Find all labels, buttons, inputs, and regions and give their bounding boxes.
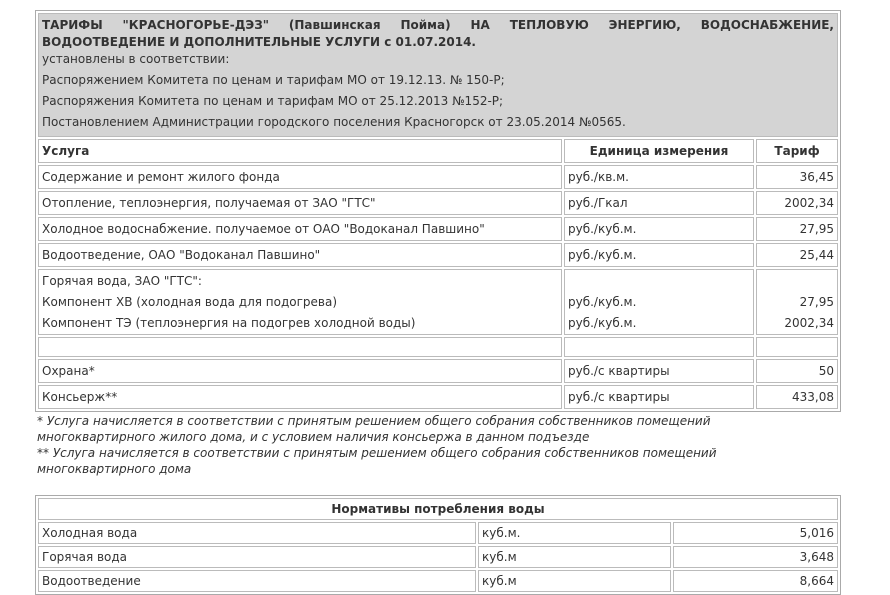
service-unit: руб./с квартиры <box>564 385 754 409</box>
hot-water-services <box>38 269 562 335</box>
table-row <box>38 243 838 267</box>
service-name: Холодное водоснабжение. получаемое от ОАО "Водоканал Павшино" <box>38 217 562 241</box>
hot-water-title: Горячая вода, ЗАО "ГТС": <box>42 274 202 288</box>
norm-value: 5,016 <box>673 522 838 544</box>
water-norms-table <box>35 495 841 595</box>
hot-water-component-cold-unit: руб./куб.м. <box>568 295 637 309</box>
norm-name: Горячая вода <box>38 546 476 568</box>
footnote-concierge-line-2: многоквартирного дома <box>37 462 192 476</box>
table-row <box>38 191 838 215</box>
header-cell <box>38 13 838 137</box>
column-header-price: Тариф <box>756 139 838 163</box>
service-name: Консьерж** <box>38 385 562 409</box>
table-row <box>38 546 838 568</box>
service-price: 2002,34 <box>756 191 838 215</box>
header-line-order-150: Распоряжением Комитета по ценам и тарифам МО от 19.12.13. № 150-Р; <box>42 73 505 87</box>
table-row <box>38 359 838 383</box>
norm-name: Холодная вода <box>38 522 476 544</box>
service-name: Отопление, теплоэнергия, получаемая от ЗАО "ГТС" <box>38 191 562 215</box>
service-price: 25,44 <box>756 243 838 267</box>
service-price: 36,45 <box>756 165 838 189</box>
service-unit: руб./куб.м. <box>564 217 754 241</box>
hot-water-prices <box>756 269 838 335</box>
norms-title: Нормативы потребления воды <box>38 498 838 520</box>
footnotes <box>37 413 841 477</box>
hot-water-component-heat-unit: руб./куб.м. <box>568 316 637 330</box>
service-name: Охрана* <box>38 359 562 383</box>
tariffs-document <box>35 10 841 595</box>
column-header-service: Услуга <box>38 139 562 163</box>
hot-water-component-heat: Компонент ТЭ (теплоэнергия на подогрев холодной воды) <box>42 316 416 330</box>
table-row <box>38 522 838 544</box>
tariffs-table <box>35 10 841 412</box>
empty-row <box>38 337 838 357</box>
empty-cell <box>756 337 838 357</box>
norm-name: Водоотведение <box>38 570 476 592</box>
column-header-row <box>38 139 838 163</box>
service-name: Содержание и ремонт жилого фонда <box>38 165 562 189</box>
table-row <box>38 217 838 241</box>
norms-title-row <box>38 498 838 520</box>
header-line-order-152: Распоряжения Комитета по ценам и тарифам МО от 25.12.2013 №152-Р; <box>42 94 504 108</box>
header-row <box>38 13 838 137</box>
service-unit: руб./с квартиры <box>564 359 754 383</box>
table-row <box>38 385 838 409</box>
norm-value: 8,664 <box>673 570 838 592</box>
hot-water-row <box>38 269 838 335</box>
service-unit: руб./Гкал <box>564 191 754 215</box>
norm-value: 3,648 <box>673 546 838 568</box>
footnote-security-line-1: * Услуга начисляется в соответствии с принятым решением общего собрания собственников помещений <box>37 414 711 428</box>
service-unit: руб./куб.м. <box>564 243 754 267</box>
norm-unit: куб.м. <box>478 522 671 544</box>
service-price: 433,08 <box>756 385 838 409</box>
header-line-resolution: Постановлением Администрации городского поселения Красногорск от 23.05.2014 №0565. <box>42 115 626 129</box>
column-header-unit: Единица измерения <box>564 139 754 163</box>
footnote-concierge-line-1: ** Услуга начисляется в соответствии с принятым решением общего собрания собственников помещений <box>37 446 717 460</box>
hot-water-component-cold-price: 27,95 <box>799 295 834 309</box>
header-line-basis: установлены в соответствии: <box>42 52 230 66</box>
hot-water-component-heat-price: 2002,34 <box>784 316 834 330</box>
footnote-security-line-2: многоквартирного жилого дома, и с условием наличия консьержа в данном подъезде <box>37 430 590 444</box>
hot-water-units <box>564 269 754 335</box>
norm-unit: куб.м <box>478 546 671 568</box>
table-row <box>38 165 838 189</box>
service-unit: руб./кв.м. <box>564 165 754 189</box>
empty-cell <box>38 337 562 357</box>
service-name: Водоотведение, ОАО "Водоканал Павшино" <box>38 243 562 267</box>
empty-cell <box>564 337 754 357</box>
page-title: ТАРИФЫ "КРАСНОГОРЬЕ-ДЭЗ" (Павшинская Пойма) НА ТЕПЛОВУЮ ЭНЕРГИЮ, ВОДОСНАБЖЕНИЕ, ВОДООТВЕДЕНИЕ И ДОПОЛНИТЕЛЬНЫЕ УСЛУГИ с 01.07.2014. <box>42 18 834 49</box>
hot-water-component-cold: Компонент ХВ (холодная вода для подогрева) <box>42 295 338 309</box>
norm-unit: куб.м <box>478 570 671 592</box>
service-price: 27,95 <box>756 217 838 241</box>
table-row <box>38 570 838 592</box>
service-price: 50 <box>756 359 838 383</box>
